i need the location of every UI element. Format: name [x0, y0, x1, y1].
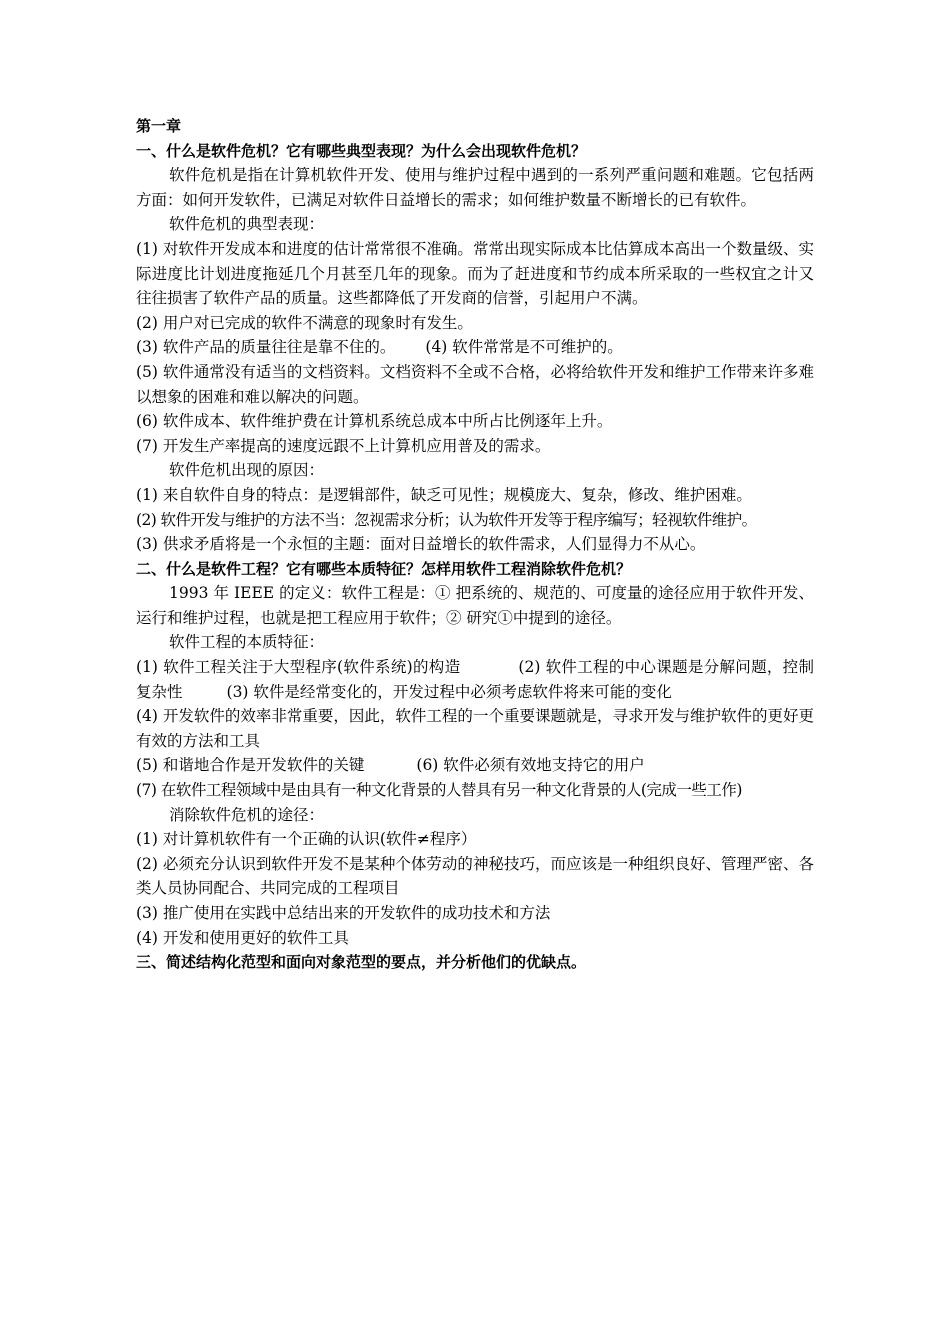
- q1-cause-1: (1) 来自软件自身的特点：是逻辑部件，缺乏可见性；规模庞大、复杂，修改、维护困难。: [136, 485, 752, 504]
- q1-symptom-2: (2) 用户对已完成的软件不满意的现象时有发生。: [136, 313, 473, 332]
- q1-cause-2: (2) 软件开发与维护的方法不当：忽视需求分析；认为软件开发等于程序编写；轻视软件维护。: [136, 510, 757, 529]
- q2-feature-3: (3) 软件是经常变化的，开发过程中必须考虑软件将来可能的变化: [226, 682, 672, 701]
- q1-definition: 软件危机是指在计算机软件开发、使用与维护过程中遇到的一系列严重问题和难题。它包括两方面：如何开发软件，已满足对软件日益增长的需求；如何维护数量不断增长的已有软件。: [136, 166, 814, 209]
- q2-feature-5: (5) 和谐地合作是开发软件的关键: [136, 756, 365, 775]
- q2-remedy-2: (2) 必须充分认识到软件开发不是某种个体劳动的神秘技巧，而应该是一种组织良好、管理严密、各类人员协同配合、共同完成的工程项目: [136, 854, 814, 898]
- q1-symptoms-title: 软件危机的典型表现：: [169, 215, 325, 234]
- q2-feature-7: (7) 在软件工程领域中是由具有一种文化背景的人替具有另一种文化背景的人(完成一些工作): [136, 781, 742, 800]
- q2-remedy-1: (1) 对计算机软件有一个正确的认识(软件≠程序）: [136, 830, 477, 849]
- q1-symptom-6: (6) 软件成本、软件维护费在计算机系统总成本中所占比例逐年上升。: [136, 412, 613, 431]
- q2-feature-4: (4) 开发软件的效率非常重要，因此，软件工程的一个重要课题就是，寻求开发与维护软件的更好更有效的方法和工具: [136, 707, 814, 750]
- q1-cause-3: (3) 供求矛盾将是一个永恒的主题：面对日益增长的软件需求，人们显得力不从心。: [136, 535, 706, 554]
- q1-symptom-3: (3) 软件产品的质量往往是靠不住的。: [136, 338, 396, 357]
- q2-remedy-title: 消除软件危机的途径：: [169, 805, 325, 824]
- q2-feature-6: (6) 软件必须有效地支持它的用户: [416, 756, 645, 775]
- q2-remedy-3: (3) 推广使用在实践中总结出来的开发软件的成功技术和方法: [136, 904, 551, 922]
- q1-symptom-3-4-line: [136, 335, 814, 360]
- q1-causes-title: 软件危机出现的原因：: [169, 461, 325, 480]
- q2-feature-2: (2) 软件工程的中心课题是分解问题，控制复杂性: [136, 658, 814, 701]
- q2-feature-1: (1) 软件工程关注于大型程序(软件系统)的构造: [136, 658, 461, 677]
- q1-symptom-1: (1) 对软件开发成本和进度的估计常常很不准确。常常出现实际成本比估算成本高出一个数量级、实际进度比计划进度拖延几个月甚至几年的现象。而为了赶进度和节约成本所采取的一些权宜之计又往往损害了软件产品的质量。这些都降低了开发商的信誉，引起用户不满。: [136, 239, 814, 308]
- q2-features-1-3: [136, 655, 814, 704]
- question-1-heading: 一、什么是软件危机？它有哪些典型表现？为什么会出现软件危机？: [136, 141, 587, 160]
- question-3-heading: 三、简述结构化范型和面向对象范型的要点，并分析他们的优缺点。: [136, 953, 587, 972]
- q1-symptom-7: (7) 开发生产率提高的速度远跟不上计算机应用普及的需求。: [136, 436, 551, 455]
- q2-definition: 1993 年 IEEE 的定义：软件工程是：① 把系统的、规范的、可度量的途径应用于软件开发、运行和维护过程，也就是把工程应用于软件；② 研究①中提到的途径。: [136, 584, 814, 627]
- chapter-title: 第一章: [136, 117, 182, 135]
- document-body: [136, 114, 814, 975]
- q2-features-title: 软件工程的本质特征：: [169, 633, 325, 652]
- q2-remedy-4: (4) 开发和使用更好的软件工具: [136, 928, 349, 947]
- q1-symptom-5: (5) 软件通常没有适当的文档资料。文档资料不全或不合格，必将给软件开发和维护工作带来许多难以想象的困难和难以解决的问题。: [136, 362, 814, 406]
- question-2-heading: 二、什么是软件工程？它有哪些本质特征？怎样用软件工程消除软件危机？: [136, 559, 632, 578]
- q1-symptom-4: (4) 软件常常是不可维护的。: [425, 338, 623, 357]
- q2-features-5-6: [136, 753, 814, 778]
